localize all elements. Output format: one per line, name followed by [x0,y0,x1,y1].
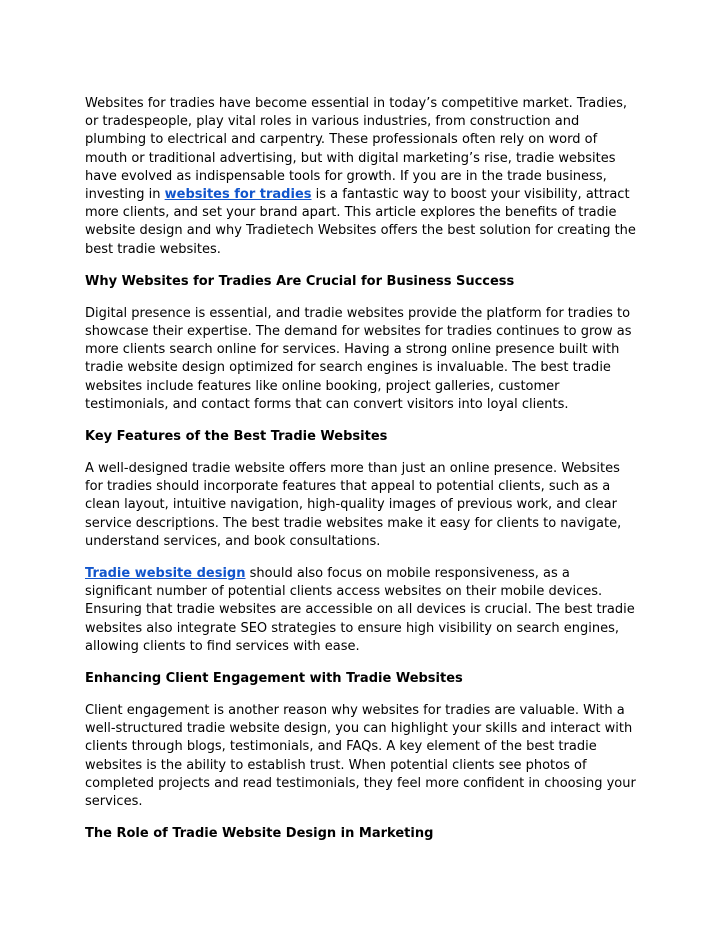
mobile-text-after: should also focus on mobile responsiveness, as a significant number of potential clients access websites on their mobile devices. Ensuring that tradie websites are accessible on all devices is crucial. The best tradie websites also integrate SEO strategies to ensure high visibility on search engines, allowing clients to find services with ease. [85,566,635,654]
intro-paragraph [85,95,641,259]
document-page [85,95,641,857]
heading-client-engagement: Enhancing Client Engagement with Tradie Websites [85,671,463,687]
intro-text-before: Websites for tradies have become essential in today’s competitive market. Tradies, or tradespeople, play vital roles in various industries, from construction and plumbing to electrical and carpentry. These professionals often rely on word of mouth or traditional advertising, but with digital marketing’s rise, tradie websites have evolved as indispensable tools for growth. If you are in the trade business, investing in [85,96,628,203]
heading-role-in-marketing: The Role of Tradie Website Design in Marketing [85,826,434,842]
well-designed-paragraph: A well-designed tradie website offers more than just an online presence. Websites for tradies should incorporate features that appeal to potential clients, such as a clean layout, intuitive navigation, high-quality images of previous work, and clear service descriptions. The best tradie websites make it easy for clients to navigate, understand services, and book consultations. [85,461,622,549]
tradie-website-design-link[interactable]: Tradie website design [85,566,246,582]
client-engagement-paragraph: Client engagement is another reason why websites for tradies are valuable. With a well-structured tradie website design, you can highlight your skills and interact with clients through blogs, testimonials, and FAQs. A key element of the best tradie websites is the ability to establish trust. When potential clients see photos of completed projects and read testimonials, they feel more confident in choosing your services. [85,703,636,810]
digital-presence-paragraph: Digital presence is essential, and tradie websites provide the platform for tradies to showcase their expertise. The demand for websites for tradies continues to grow as more clients search online for services. Having a strong online presence built with tradie website design optimized for search engines is invaluable. The best tradie websites include features like online booking, project galleries, customer testimonials, and contact forms that can convert visitors into loyal clients. [85,305,632,412]
mobile-responsiveness-paragraph [85,565,641,656]
heading-key-features: Key Features of the Best Tradie Websites [85,429,388,445]
heading-crucial-for-business: Why Websites for Tradies Are Crucial for Business Success [85,273,515,289]
websites-for-tradies-link[interactable]: websites for tradies [164,187,312,203]
intro-text-after: is a fantastic way to boost your visibility, attract more clients, and set your brand apart. This article explores the benefits of tradie website design and why Tradietech Websites offers the best solution for creating the best tradie websites. [85,187,636,257]
